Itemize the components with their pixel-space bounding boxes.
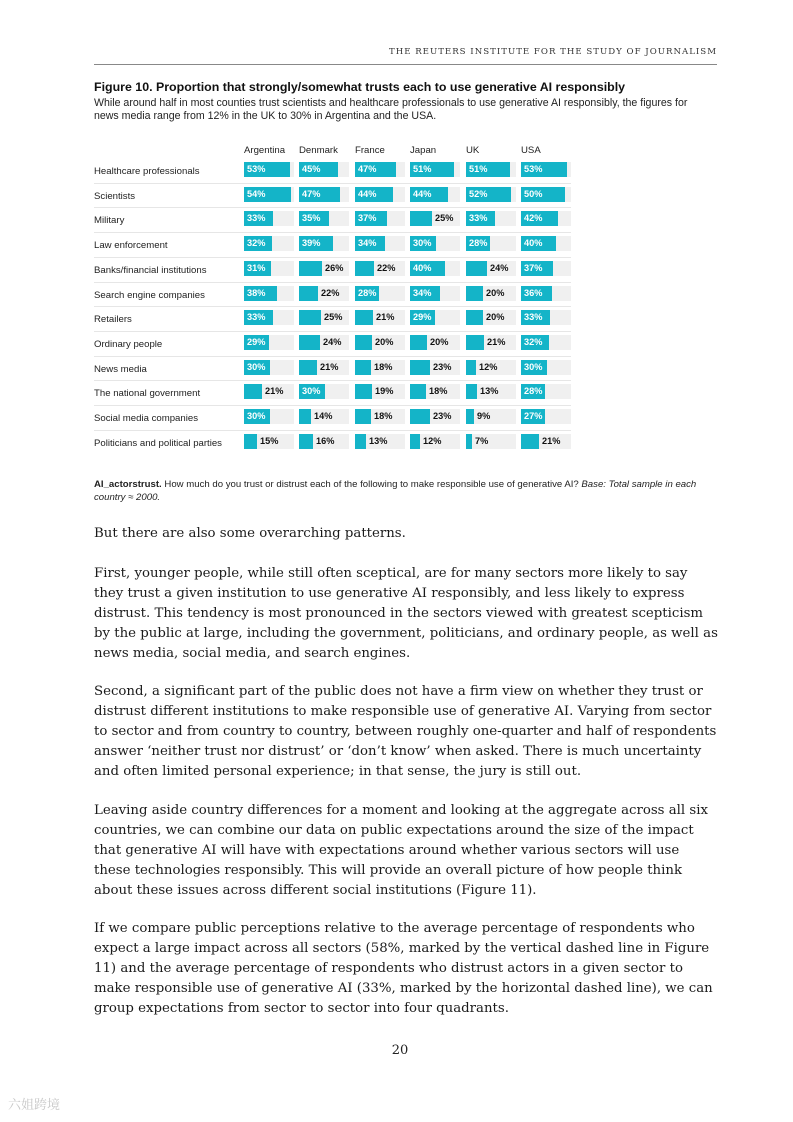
value-label: 27% [524,411,543,421]
row-label-news-media: News media [94,363,147,375]
value-label: 9% [477,411,491,421]
bar-track [466,434,516,449]
value-label: 33% [524,312,543,323]
row-divider [94,356,571,357]
value-label: 30% [247,361,266,372]
value-label: 21% [376,312,395,323]
value-label: 20% [486,312,505,323]
bar-politicians-and-political-parties-denmark [299,434,313,449]
value-label: 29% [247,336,266,347]
row-label-search-engine-companies: Search engine companies [94,289,205,301]
row-divider [94,430,571,431]
figure-subtitle: While around half in most counties trust scientists and healthcare professionals to use generative AI responsibly, the figures for news media range from 12% in the UK to 30% in Argentina and the USA. [94,97,688,122]
value-label: 32% [524,336,543,347]
value-label: 21% [320,361,339,372]
value-label: 47% [302,188,321,199]
value-label: 22% [377,262,396,273]
value-label: 30% [302,386,321,397]
bar-ordinary-people-uk [466,335,484,350]
value-label: 34% [413,287,432,298]
value-label: 18% [429,386,448,397]
value-label: 30% [413,238,432,249]
bar-retailers-denmark [299,310,321,325]
value-label: 28% [524,386,543,397]
figure-note [94,478,714,504]
watermark: 六姐跨境 [8,1098,61,1113]
row-label-military: Military [94,215,125,227]
column-header-uk: UK [466,145,480,156]
value-label: 20% [375,336,394,347]
row-label-politicians-and-political-parties: Politicians and political parties [94,437,222,449]
bar-retailers-france [355,310,373,325]
running-header: THE REUTERS INSTITUTE FOR THE STUDY OF JOURNALISM [388,47,717,57]
bar-news-media-denmark [299,360,317,375]
value-label: 31% [247,262,266,273]
note-base: Base: Total sample in each country ≈ 2000. [94,479,697,503]
value-label: 50% [524,188,543,199]
row-label-law-enforcement: Law enforcement [94,240,168,252]
bar-search-engine-companies-denmark [299,286,318,301]
value-label: 18% [374,361,393,372]
value-label: 25% [324,312,343,323]
column-header-argentina: Argentina [244,145,286,156]
paragraph-5: If we compare public perceptions relative to the average percentage of respondents who expect a large impact across all sectors (58%, marked by the vertical dashed line in Figure 11) and the average percentage of respondents who distrust actors in a given sector to make responsible use of generative AI (33%, marked by the horizontal dashed line), we can group expectations from sector to sector into four quadrants. [94,921,713,1016]
value-label: 51% [413,164,432,174]
value-label: 13% [480,386,499,397]
header-divider [94,64,717,65]
bar-social-media-companies-japan [410,409,430,424]
row-divider [94,306,571,307]
value-label: 54% [247,188,266,199]
note-question-code: AI_actorstrust. [94,479,162,490]
value-label: 20% [486,287,505,298]
row-label-scientists: Scientists [94,190,136,202]
row-label-retailers: Retailers [94,314,132,326]
bar-banks-financial-institutions-denmark [299,261,322,276]
row-divider [94,207,571,208]
row-label-ordinary-people: Ordinary people [94,338,163,350]
value-label: 21% [487,336,506,347]
value-label: 26% [325,262,344,273]
value-label: 12% [423,435,442,446]
row-divider [94,380,571,381]
value-label: 52% [469,188,488,199]
value-label: 23% [433,361,452,372]
note-question-text: How much do you trust or distrust each of the following to make responsible use of generative AI? [161,479,582,490]
bar-ordinary-people-denmark [299,335,320,350]
paragraph-2: First, younger people, while still often sceptical, are for many sectors more likely to say they trust a given institution to use generative AI responsibly, and less likely to express distrust. This tendency is most pronounced in the sectors viewed with greatest scepticism by the public at large, including the government, politicians, and ordinary people, as well as news media, social media, and search engines. [94,566,718,661]
value-label: 53% [524,164,543,174]
value-label: 39% [302,238,321,249]
bar-search-engine-companies-uk [466,286,483,301]
value-label: 30% [524,361,543,372]
value-label: 40% [413,262,432,273]
value-label: 16% [316,435,335,446]
bar-banks-financial-institutions-uk [466,261,487,276]
bar-the-national-government-france [355,384,372,399]
bar-politicians-and-political-parties-france [355,434,366,449]
value-label: 20% [430,336,449,347]
value-label: 37% [524,262,543,273]
value-label: 53% [247,164,266,174]
bar-news-media-japan [410,360,430,375]
value-label: 32% [247,238,266,249]
bar-military-japan [410,211,432,226]
bar-news-media-france [355,360,371,375]
bar-the-national-government-uk [466,384,477,399]
bar-the-national-government-argentina [244,384,262,399]
column-header-usa: USA [521,145,541,156]
value-label: 19% [375,386,394,397]
paragraph-4: Leaving aside country differences for a moment and looking at the aggregate across all six countries, we can combine our data on public expectations around the size of the impact that generative AI will have with expectations around whether various sectors will use these technologies responsibly. This will provide an overall picture of how people think about these issues across different social institutions (Figure 11). [94,803,708,898]
value-label: 23% [433,411,452,421]
value-label: 44% [358,188,377,199]
value-label: 45% [302,164,321,174]
row-divider [94,331,571,332]
value-label: 28% [358,287,377,298]
row-label-the-national-government: The national government [94,388,201,400]
value-label: 29% [413,312,432,323]
bar-social-media-companies-france [355,409,371,424]
bar-the-national-government-japan [410,384,426,399]
value-label: 22% [321,287,340,298]
value-label: 37% [358,213,377,224]
bar-social-media-companies-denmark [299,409,311,424]
column-header-japan: Japan [410,145,437,156]
bar-politicians-and-political-parties-japan [410,434,420,449]
row-divider [94,183,571,184]
value-label: 33% [469,213,488,224]
value-label: 21% [265,386,284,397]
row-divider [94,405,571,406]
column-header-france: France [355,145,385,156]
bar-politicians-and-political-parties-usa [521,434,539,449]
value-label: 51% [469,164,488,174]
value-label: 33% [247,312,266,323]
row-label-banks-financial-institutions: Banks/financial institutions [94,264,207,276]
value-label: 47% [358,164,377,174]
value-label: 24% [490,262,509,273]
value-label: 42% [524,213,543,224]
value-label: 12% [479,361,498,372]
value-label: 24% [323,336,342,347]
figure-title: Figure 10. Proportion that strongly/somewhat trusts each to use generative AI responsibly [94,80,626,94]
value-label: 33% [247,213,266,224]
value-label: 44% [413,188,432,199]
value-label: 15% [260,435,279,446]
value-label: 35% [302,213,321,224]
row-divider [94,282,571,283]
value-label: 21% [542,435,561,446]
value-label: 34% [358,238,377,249]
bar-social-media-companies-uk [466,409,474,424]
value-label: 38% [247,287,266,298]
value-label: 28% [469,238,488,249]
bar-banks-financial-institutions-france [355,261,374,276]
row-label-healthcare-professionals: Healthcare professionals [94,166,200,177]
bar-retailers-uk [466,310,483,325]
paragraph-1: But there are also some overarching patterns. [94,526,406,541]
row-divider [94,232,571,233]
page-number: 20 [391,1043,409,1058]
bar-ordinary-people-france [355,335,372,350]
value-label: 13% [369,435,388,446]
value-label: 18% [374,411,393,421]
row-label-social-media-companies: Social media companies [94,413,198,424]
bar-politicians-and-political-parties-uk [466,434,472,449]
bar-ordinary-people-japan [410,335,427,350]
bar-news-media-uk [466,360,476,375]
value-label: 40% [524,238,543,249]
value-label: 25% [435,213,454,224]
value-label: 30% [247,411,266,421]
value-label: 7% [475,435,489,446]
column-header-denmark: Denmark [299,145,338,156]
row-divider [94,257,571,258]
value-label: 36% [524,287,543,298]
value-label: 14% [314,411,333,421]
bar-politicians-and-political-parties-argentina [244,434,257,449]
paragraph-3: Second, a significant part of the public does not have a firm view on whether they trust or distrust different institutions to make responsible use of generative AI. Varying from sector to sector and from country to country, between roughly one-quarter and half of respondents answer ‘neither trust nor distrust’ or ‘don’t know’ when asked. There is much uncertainty and often limited personal experience; in that sense, the jury is still out. [94,684,717,779]
